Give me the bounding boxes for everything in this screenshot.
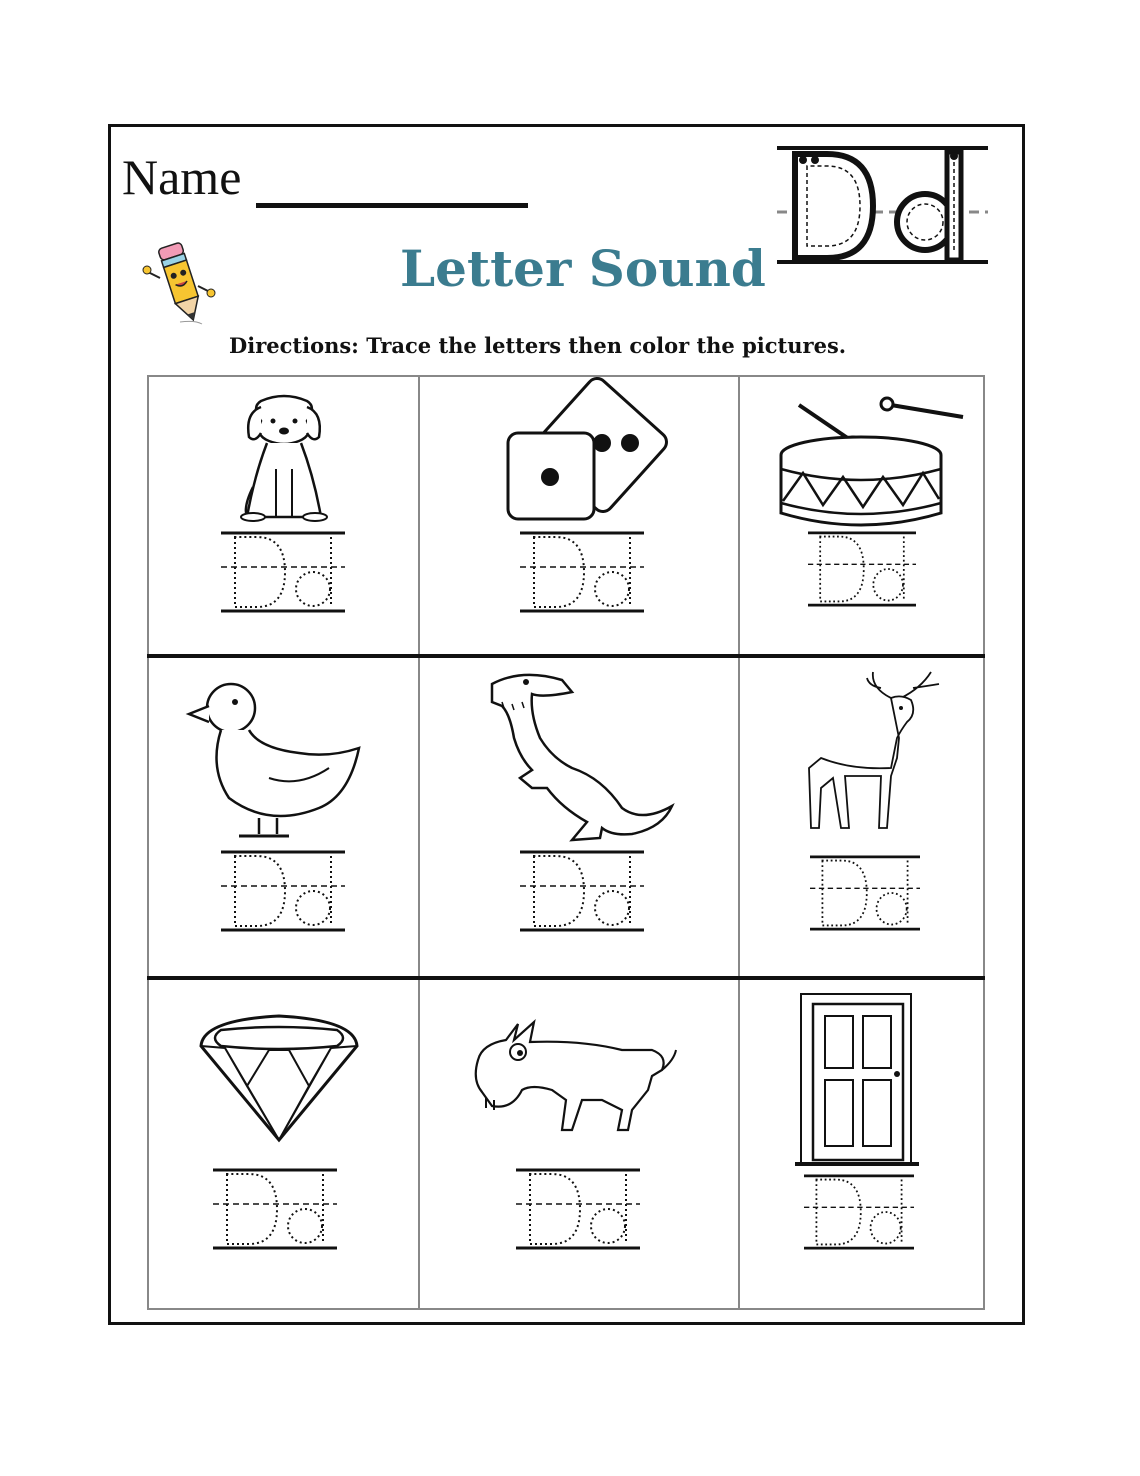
trace-dd-1[interactable] [221,531,345,613]
trace-dd-5[interactable] [520,850,644,932]
cell-drum [741,377,983,655]
page-title: Letter Sound [400,239,766,298]
cell-diamond [149,980,419,1308]
dog-icon [149,377,419,655]
pencil-mascot-icon [140,234,220,329]
directions-text: Directions: Trace the letters then color the pictures. [229,333,847,358]
trace-lines [808,531,916,607]
dice-icon [422,377,738,655]
trace-lines [516,1168,640,1250]
name-write-line[interactable] [256,203,528,208]
trace-dd-3[interactable] [808,531,916,607]
trace-lines [520,850,644,932]
cell-dice [422,377,738,655]
cell-door [741,980,983,1308]
trace-lines [804,1174,914,1250]
trace-dd-8[interactable] [516,1168,640,1250]
trace-lines [520,531,644,613]
cell-dog [149,377,419,655]
trace-dd-9[interactable] [804,1174,914,1250]
trace-lines [213,1168,337,1250]
door-icon [741,980,983,1308]
cell-donkey [422,980,738,1308]
trace-dd-2[interactable] [520,531,644,613]
trace-lines [810,855,920,931]
letter-d-badge [775,140,990,268]
trace-dd-7[interactable] [213,1168,337,1250]
trace-dd-4[interactable] [221,850,345,932]
diamond-icon [149,980,419,1308]
trace-lines [221,531,345,613]
name-label: Name [122,149,242,205]
donkey-icon [422,980,738,1308]
trace-lines [221,850,345,932]
trace-dd-6[interactable] [810,855,920,931]
drum-icon [741,377,983,655]
